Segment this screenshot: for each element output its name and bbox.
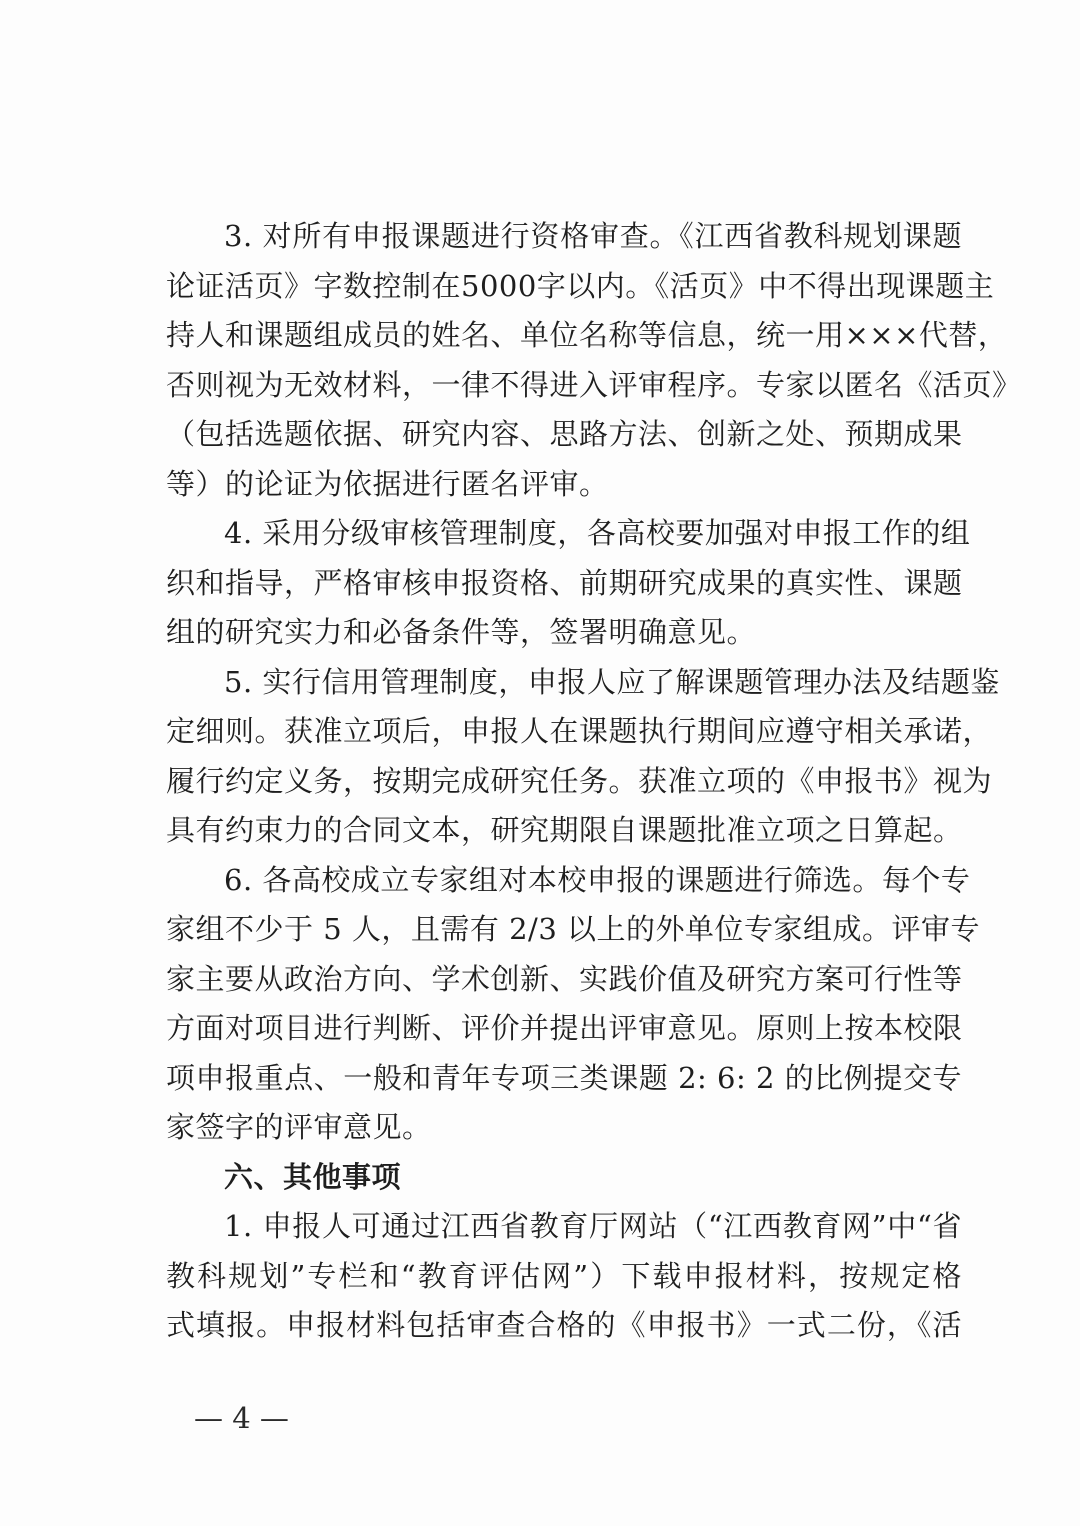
paragraph-6-line-2: 家组不少于 5 人，且需有 2/3 以上的外单位专家组成。评审专	[166, 912, 980, 946]
paragraph-6-line-5: 项申报重点、一般和青年专项三类课题 2: 6: 2 的比例提交专	[166, 1060, 962, 1095]
paragraph-6-line-6: 家签字的评审意见。	[166, 1110, 432, 1144]
paragraph-3-line-1: 3. 对所有申报课题进行资格审查。《江西省教科规划课题	[224, 219, 962, 253]
paragraph-3-line-4: 否则视为无效材料，一律不得进入评审程序。专家以匿名《活页》	[166, 367, 1022, 402]
paragraph-5-line-4: 具有约束力的合同文本，研究期限自课题批准立项之日算起。	[166, 813, 963, 847]
paragraph-7-line-2: 教科规划”专栏和“教育评估网”）下载申报材料，按规定格	[166, 1258, 962, 1293]
paragraph-7-line-1: 1. 申报人可通过江西省教育厅网站（“江西教育网”中“省	[224, 1209, 962, 1243]
paragraph-3-line-2: 论证活页》字数控制在5000字以内。《活页》中不得出现课题主	[166, 268, 995, 303]
paragraph-6-line-4: 方面对项目进行判断、评价并提出评审意见。原则上按本校限	[166, 1011, 963, 1045]
paragraph-4-line-1: 4. 采用分级审核管理制度，各高校要加强对申报工作的组	[224, 516, 971, 550]
paragraph-5-line-2: 定细则。获准立项后，申报人在课题执行期间应遵守相关承诺，	[166, 714, 993, 748]
paragraph-3-line-5: （包括选题依据、研究内容、思路方法、创新之处、预期成果	[166, 417, 963, 451]
paragraph-6-line-1: 6. 各高校成立专家组对本校申报的课题进行筛选。每个专	[224, 862, 971, 897]
paragraph-5-line-1: 5. 实行信用管理制度，申报人应了解课题管理办法及结题鉴	[224, 664, 1000, 699]
paragraph-5-line-3: 履行约定义务，按期完成研究任务。获准立项的《申报书》视为	[166, 763, 993, 798]
paragraph-3-line-3: 持人和课题组成员的姓名、单位名称等信息，统一用×××代替，	[166, 318, 1008, 352]
page-number: — 4 —	[194, 1401, 289, 1435]
paragraph-4-line-3: 组的研究实力和必备条件等，签署明确意见。	[166, 615, 757, 649]
paragraph-3-line-6: 等）的论证为依据进行匿名评审。	[166, 466, 609, 501]
section-heading: 六、其他事项	[224, 1159, 402, 1194]
paragraph-7-line-3: 式填报。申报材料包括审查合格的《申报书》一式二份，《活	[166, 1308, 962, 1342]
document-body	[166, 212, 1022, 1351]
paragraph-6-line-3: 家主要从政治方向、学术创新、实践价值及研究方案可行性等	[166, 961, 963, 996]
paragraph-4-line-2: 织和指导，严格审核申报资格、前期研究成果的真实性、课题	[166, 565, 963, 600]
